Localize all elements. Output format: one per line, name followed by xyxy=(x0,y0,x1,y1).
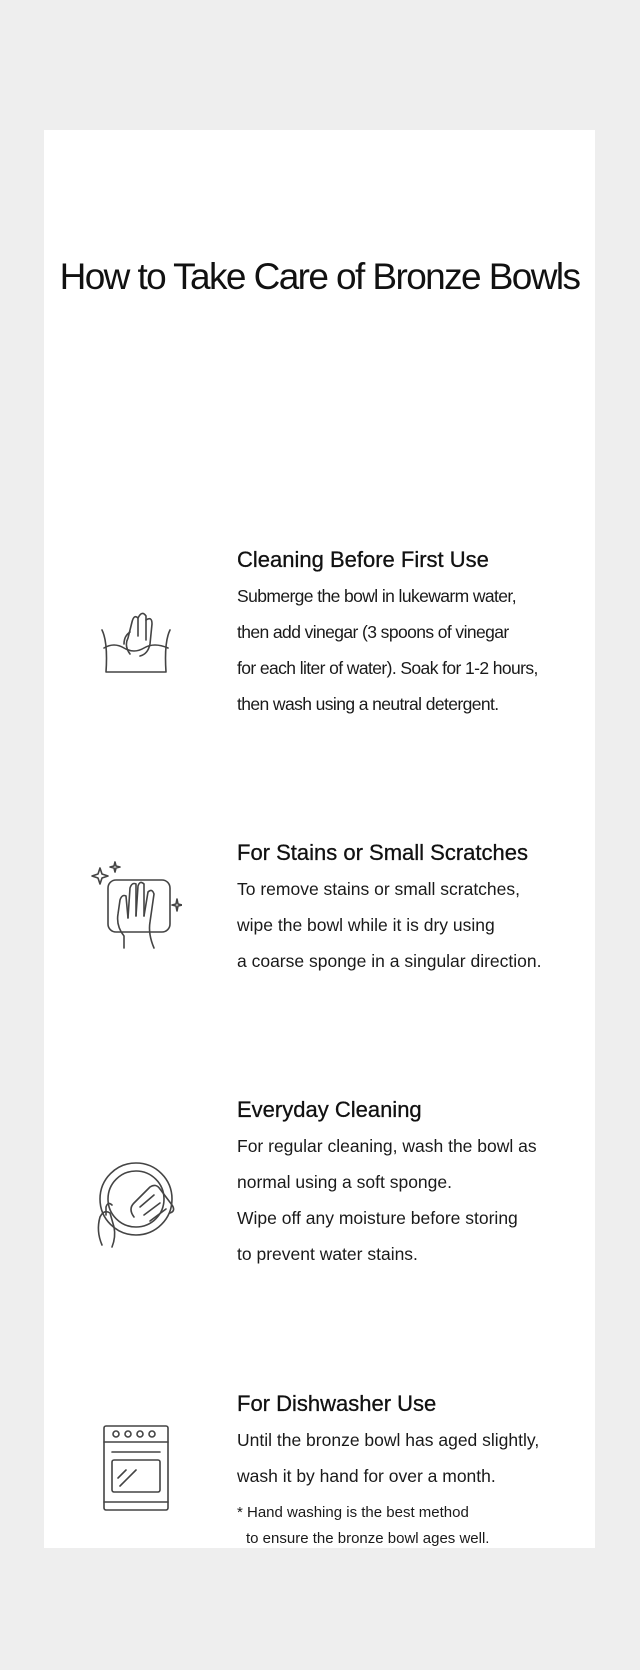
section-text xyxy=(237,1096,587,1272)
section-text xyxy=(237,1390,587,1552)
section-body-line: then wash using a neutral detergent. xyxy=(237,694,499,714)
hand-washing-basin-icon xyxy=(90,596,182,688)
note-line: * Hand washing is the best method xyxy=(237,1504,469,1521)
page-title: How to Take Care of Bronze Bowls xyxy=(59,256,580,297)
section-body-line: wipe the bowl while it is dry using xyxy=(237,915,495,935)
care-guide-card xyxy=(44,130,595,1548)
section-body-line: Submerge the bowl in lukewarm water, xyxy=(237,586,516,606)
section-heading: Everyday Cleaning xyxy=(237,1097,422,1122)
hand-wiping-cloth-sparkle-icon xyxy=(90,860,182,952)
section-heading: For Stains or Small Scratches xyxy=(237,840,528,865)
note-line: to ensure the bronze bowl ages well. xyxy=(246,1530,490,1547)
section-body-line: normal using a soft sponge. xyxy=(237,1172,452,1192)
section-body-line: then add vinegar (3 spoons of vinegar xyxy=(237,622,509,642)
section-body-line: Wipe off any moisture before storing xyxy=(237,1208,518,1228)
section-heading: Cleaning Before First Use xyxy=(237,547,489,572)
section-body-line: wash it by hand for over a month. xyxy=(237,1466,496,1486)
section-text xyxy=(237,839,587,979)
section-body-line: to prevent water stains. xyxy=(237,1244,418,1264)
section-body-line: a coarse sponge in a singular direction. xyxy=(237,951,542,971)
dishwasher-icon xyxy=(90,1424,182,1516)
section-body-line: For regular cleaning, wash the bowl as xyxy=(237,1136,537,1156)
section-body-line: for each liter of water). Soak for 1-2 hours, xyxy=(237,658,538,678)
hands-washing-plate-icon xyxy=(90,1157,182,1249)
section-body-line: Until the bronze bowl has aged slightly, xyxy=(237,1430,540,1450)
hand-washing-note xyxy=(237,1500,587,1552)
section-heading: For Dishwasher Use xyxy=(237,1391,437,1416)
section-body-line: To remove stains or small scratches, xyxy=(237,879,521,899)
section-text xyxy=(237,546,587,722)
